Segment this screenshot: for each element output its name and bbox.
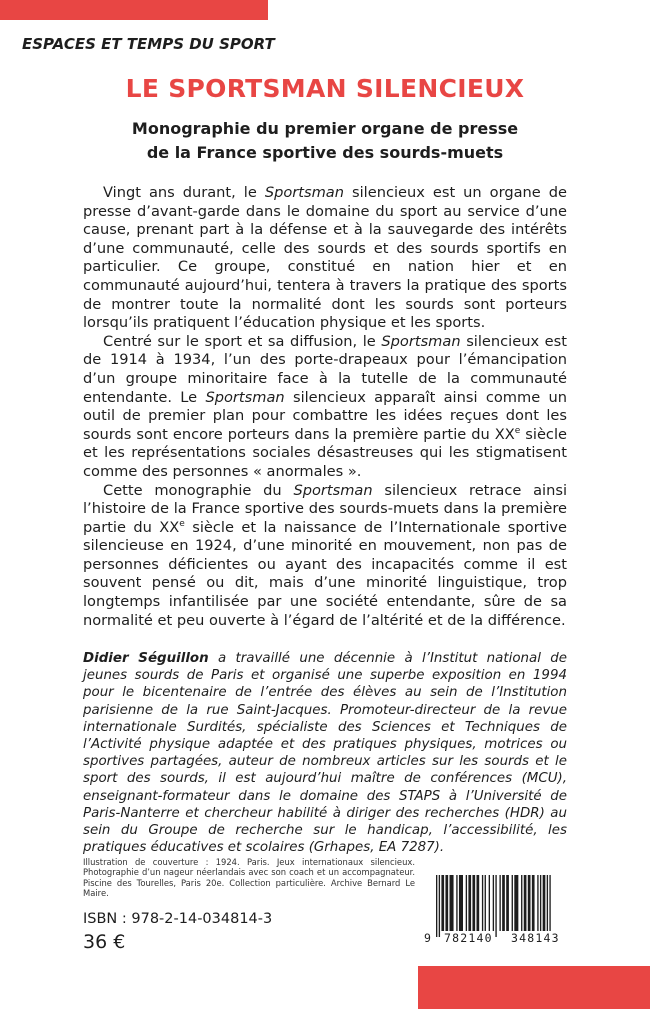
barcode-bar [528, 875, 531, 931]
subtitle-line-2: de la France sportive des sourds-muets [146, 143, 504, 162]
book-subtitle [0, 117, 650, 165]
author-bio-text: a travaillé une décennie à l’Institut national de jeunes sourds de Paris et organisé une superbe exposition en 1994 pour le bicentenaire de l’entrée des élèves au sein de l’Institution parisienne de la rue Saint-Jacques. Promoteur-directeur de la revue internationale Surdités, spécialiste des Sciences et Techniques de l’Activité physique adaptée et des pratiques physiques, motrices ou sportives partagées, auteur de nombreux articles sur les sourds et le sport des sourds, il est aujourd’hui maître de conférences (MCU), enseignant-formateur dans le domaine des STAPS à l’Université de Paris-Nanterre et chercheur habilité à diriger des recherches (HDR) au sein du Groupe de recherche sur le handicap, l’accessibilité, les pratiques éducatives et scolaires (Grhapes, EA 7287). [83, 651, 568, 856]
barcode-bar [466, 875, 467, 931]
subtitle-line-1: Monographie du premier organe de presse [131, 119, 519, 138]
barcode-bar [502, 875, 505, 931]
barcode-bar [514, 875, 518, 931]
book-title: LE SPORTSMAN SILENCIEUX [125, 74, 525, 103]
barcode-bar [450, 875, 454, 931]
barcode-bar [436, 875, 437, 937]
barcode-bar [493, 875, 494, 937]
blurb-paragraph-2: Centré sur le sport et sa diffusion, le Sportsman silencieux est de 1914 à 1934, l’un des porte-drapeaux pour l’émancipation d’un groupe minoritaire face à la tutelle de la communauté entendante. Le Sportsman silencieux apparaît ainsi comme un outil de premier plan pour combattre les idées reçues dont les sourds sont encore porteurs dans la première partie du XXe siècle et les représentations sociales désastreuses qui les stigmatisent comme des personnes « anormales ». [83, 332, 567, 480]
barcode-bar [472, 875, 475, 931]
top-accent-band [0, 0, 268, 20]
collection-name: ESPACES ET TEMPS DU SPORT [22, 35, 275, 53]
barcode-right-group: 348143 [511, 931, 560, 945]
barcode-bar [482, 875, 483, 931]
barcode-bar [445, 875, 448, 931]
barcode-bar [459, 875, 463, 931]
barcode-bar [495, 875, 496, 937]
barcode-bar [540, 875, 541, 931]
author-name: Didier Séguillon [83, 651, 209, 666]
barcode-bar [549, 875, 550, 937]
barcode-bar [441, 875, 444, 931]
barcode-bar [489, 875, 490, 931]
cover-illustration-credit: Illustration de couverture : 1924. Paris. Jeux internationaux silencieux. Photographie d’un nageur néerlandais avec son coach et un accompagnateur. Piscine des Tourelles, Paris 20e. Collection particulière. Archive Bernard Le Maire. [83, 857, 415, 898]
barcode-bar [456, 875, 457, 931]
barcode-first-digit: 9 [424, 931, 431, 945]
barcode-bars [426, 875, 576, 937]
barcode-bar [439, 875, 440, 937]
isbn: ISBN : 978-2-14-034814-3 [83, 911, 273, 927]
barcode-bar [512, 875, 513, 931]
barcode-left-group: 782140 [444, 931, 493, 945]
barcode-bar [499, 875, 500, 931]
barcode-bar [547, 875, 548, 937]
barcode-bar [506, 875, 509, 931]
barcode-bar [477, 875, 480, 931]
back-cover-blurb [83, 184, 567, 630]
barcode-bar [485, 875, 486, 931]
blurb-paragraph-3: Cette monographie du Sportsman silencieux retrace ainsi l’histoire de la France sportive des sourds-muets dans la première partie du XXe siècle et la naissance de l’Internationale sportive silencieuse en 1924, d’une minorité en mouvement, non pas de personnes déficientes ou ayant des incapacités comme il est souvent pensé ou dit, mais d’une minorité linguistique, trop longtemps infantilisée par une société entendante, sûre de sa normalité et peu ouverte à l’égard de l’altérité et de la différence. [83, 481, 567, 629]
barcode-bar [543, 875, 546, 931]
barcode-bar [468, 875, 471, 931]
barcode-bar [524, 875, 527, 931]
barcode-bar [521, 875, 522, 931]
barcode-digits [426, 931, 576, 945]
price: 36 € [83, 931, 126, 953]
barcode-bar [532, 875, 535, 931]
barcode-bar [537, 875, 538, 931]
author-bio [83, 650, 567, 856]
blurb-paragraph-1: Vingt ans durant, le Sportsman silencieux est un organe de presse d’avant-garde dans le domaine du sport au service d’une cause, prenant part à la défense et à la sauvegarde des intérêts d’une communauté, celle des sourds et des sourds sportifs en particulier. Ce groupe, constitué en nation hier et en communauté aujourd’hui, tentera à travers la pratique des sports de montrer toute la normalité dont les sourds sont porteurs lorsqu’ils pratiquent l’éducation physique et les sports. [83, 184, 567, 332]
bottom-accent-band [418, 966, 650, 1009]
barcode [426, 875, 576, 945]
